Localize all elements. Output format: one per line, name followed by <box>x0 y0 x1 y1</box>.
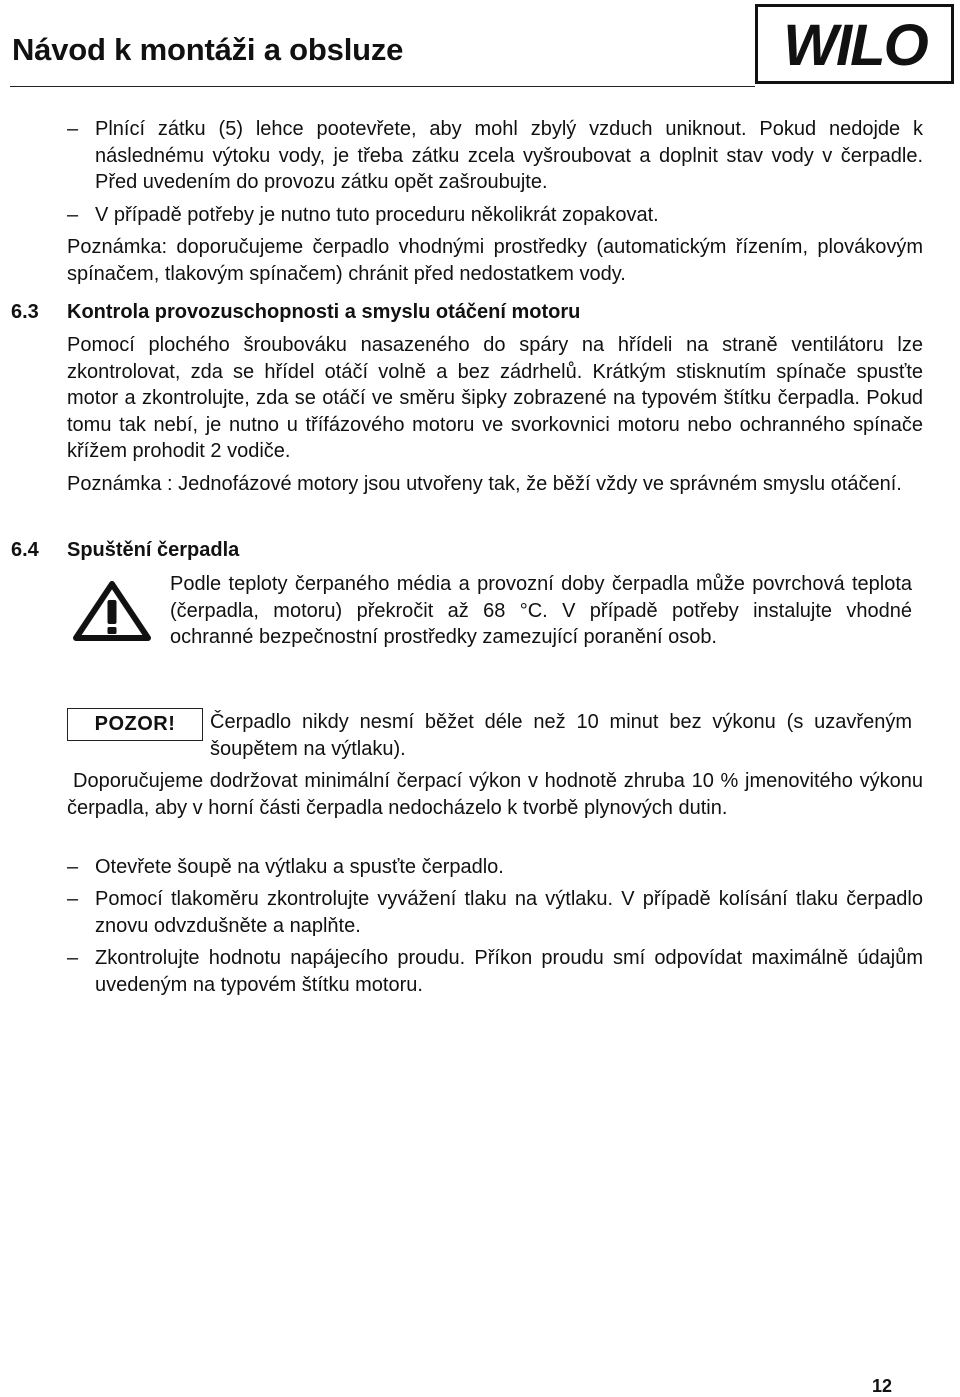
section-title: Kontrola provozuschopnosti a smyslu otáčení motoru <box>67 301 581 323</box>
step-text: Otevřete šoupě na výtlaku a spusťte čerpadlo. <box>95 856 504 878</box>
warning-triangle-icon <box>72 580 152 647</box>
caution-text: Čerpadlo nikdy nesmí běžet déle než 10 minut bez výkonu (s uzavřeným šoupětem na výtlaku). <box>210 711 912 760</box>
intro-bullet-text: V případě potřeby je nutno tuto proceduru několikrát zopakovat. <box>95 204 659 226</box>
logo-text: WILO <box>782 13 927 78</box>
bullet-dash: – <box>67 947 79 969</box>
page-number: 12 <box>871 1376 892 1396</box>
header-divider <box>10 86 755 87</box>
bullet-dash: – <box>67 118 79 140</box>
bullet-dash: – <box>67 856 79 878</box>
caution-label-box <box>67 708 203 741</box>
section-number: 6.3 <box>11 301 39 323</box>
step-text: Zkontrolujte hodnotu napájecího proudu. Příkon proudu smí odpovídat maximálně údajům uvedeným na typovém štítku motoru. <box>95 947 923 996</box>
page-title: Návod k montáži a obsluze <box>12 32 404 67</box>
step-text: Pomocí tlakoměru zkontrolujte vyvážení tlaku na výtlaku. V případě kolísání tlaku čerpadlo znovu odvzdušněte a naplňte. <box>95 888 923 937</box>
logo-wordmark <box>761 9 949 79</box>
intro-note: Poznámka: doporučujeme čerpadlo vhodnými prostředky (automatickým řízením, plovákovým spínačem, tlakovým spínačem) chránit před nedostatkem vody. <box>67 236 923 285</box>
wilo-logo <box>755 4 954 84</box>
section-note: Poznámka : Jednofázové motory jsou utvořeny tak, že běží vždy ve správném smyslu otáčení. <box>67 473 902 495</box>
intro-bullet-text: Plnící zátku (5) lehce pootevřete, aby mohl zbylý vzduch uniknout. Pokud nedojde k následnému výtoku vody, je třeba zátku zcela vyšroubovat a doplnit stav vody v čerpadle. Před uvedením do provozu zátku opět zašroubujte. <box>95 118 923 194</box>
caution-label: POZOR! <box>94 713 176 735</box>
section-body: Pomocí plochého šroubováku nasazeného do spáry na hřídeli na straně ventilátoru lze zkontrolovat, zda se hřídel otáčí volně a bez zádrhelů. Krátkým stisknutím spínače spusťte motor a zkontrolujte, zda se otáčí ve směru šipky zobrazené na typovém štítku čerpadla. Pokud tomu tak nebí, je nutno u třífázového motoru ve svorkovnici motoru nebo ochranného spínače křížem prohodit 2 vodiče. <box>67 334 923 463</box>
bullet-dash: – <box>67 204 79 226</box>
section-title: Spuštění čerpadla <box>67 539 240 561</box>
recommendation-text: Doporučujeme dodržovat minimální čerpací výkon v hodnotě zhruba 10 % jmenovitého výkonu čerpadla, aby v horní části čerpadla nedocházelo k tvorbě plynových dutin. <box>67 770 923 819</box>
bullet-dash: – <box>67 888 79 910</box>
section-number: 6.4 <box>11 539 39 561</box>
warning-text: Podle teploty čerpaného média a provozní doby čerpadla může povrchová teplota (čerpadla, motoru) překročit až 68 °C. V případě potřeby instalujte vhodné ochranné bezpečnostní prostředky zamezující poranění osob. <box>170 573 912 649</box>
